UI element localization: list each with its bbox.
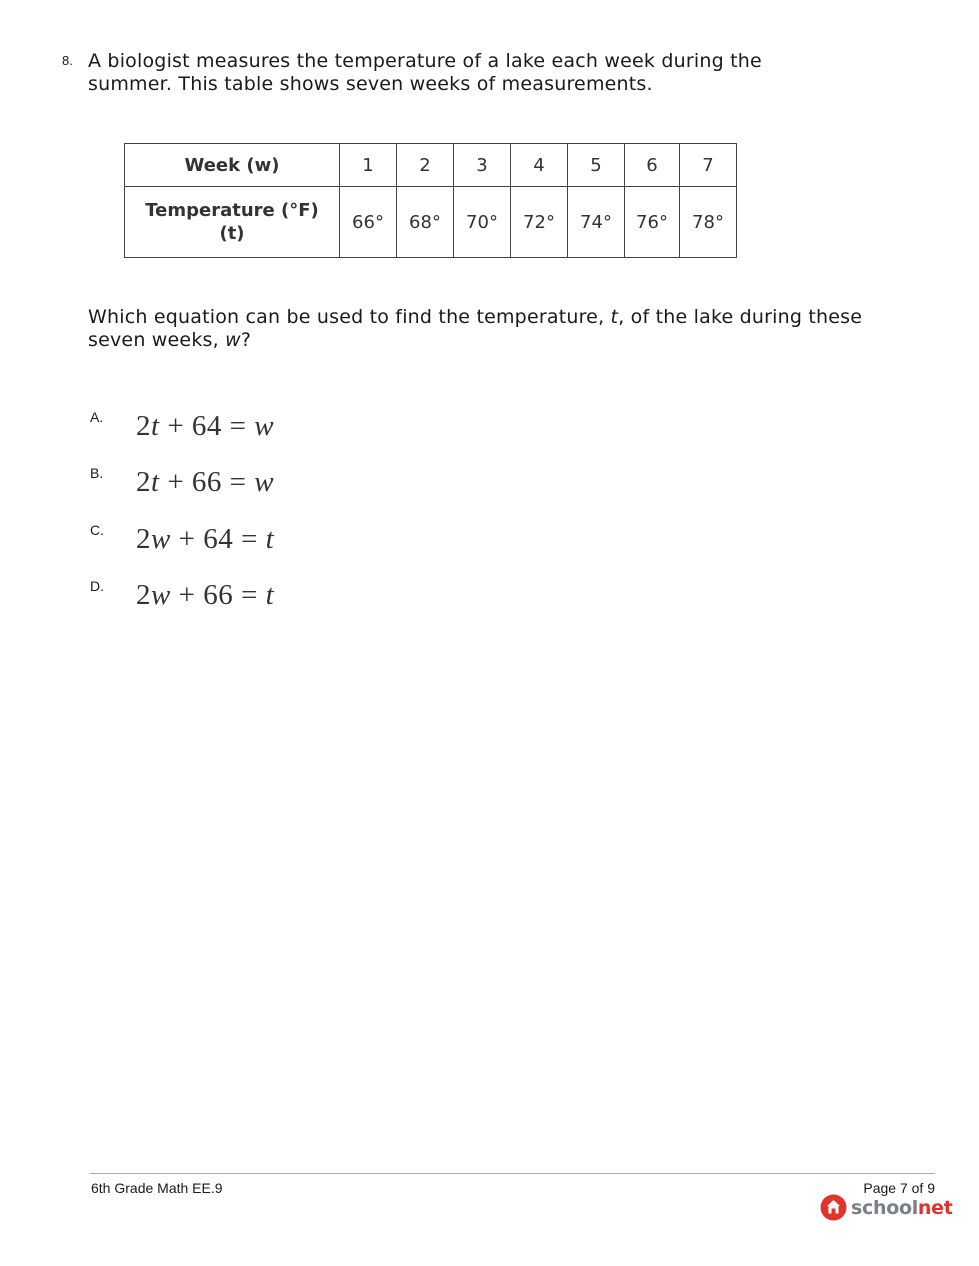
prompt-text: ? bbox=[240, 329, 252, 351]
eq-coef: 2 bbox=[136, 410, 151, 442]
eq-var: w bbox=[151, 579, 171, 611]
choice-c-letter[interactable]: C. bbox=[90, 522, 104, 538]
week-cell: 4 bbox=[511, 144, 568, 187]
eq-coef: 2 bbox=[136, 466, 151, 498]
week-cell: 6 bbox=[625, 144, 680, 187]
schoolnet-house-icon bbox=[820, 1194, 847, 1221]
eq-op: + 64 = bbox=[170, 523, 266, 555]
temperature-cell: 74° bbox=[568, 187, 625, 258]
footer-divider bbox=[90, 1173, 935, 1174]
question-stem: A biologist measures the temperature of a lake each week during the summer. This table shows seven weeks of measurements. bbox=[88, 50, 762, 95]
eq-var: w bbox=[151, 523, 171, 555]
footer-page-number: Page 7 of 9 bbox=[863, 1180, 935, 1196]
prompt-var-w: w bbox=[225, 329, 241, 351]
eq-var: t bbox=[151, 410, 160, 442]
temperature-header bbox=[125, 187, 340, 258]
temperature-row bbox=[125, 187, 737, 258]
week-cell: 7 bbox=[680, 144, 737, 187]
choice-b-letter[interactable]: B. bbox=[90, 465, 104, 481]
choice-d-equation[interactable] bbox=[136, 579, 274, 612]
eq-var: t bbox=[265, 579, 275, 611]
temperature-cell: 78° bbox=[680, 187, 737, 258]
week-header: Week (w) bbox=[125, 144, 340, 187]
eq-op: + 66 = bbox=[170, 579, 266, 611]
prompt-text: , of the lake during these seven weeks, bbox=[88, 306, 863, 351]
eq-var: w bbox=[254, 466, 275, 498]
temperature-cell: 72° bbox=[511, 187, 568, 258]
week-cell: 1 bbox=[340, 144, 397, 187]
schoolnet-logo bbox=[820, 1194, 953, 1221]
temperature-cell: 66° bbox=[340, 187, 397, 258]
prompt-var-t: t bbox=[610, 306, 619, 328]
eq-var: t bbox=[151, 466, 160, 498]
choice-c-equation[interactable] bbox=[136, 523, 274, 556]
eq-var: w bbox=[254, 410, 275, 442]
temperature-header-line1: Temperature (°F) bbox=[145, 200, 319, 221]
prompt-text: Which equation can be used to find the temperature, bbox=[88, 306, 611, 328]
choice-d-letter[interactable]: D. bbox=[90, 578, 104, 594]
eq-op: + 64 = bbox=[159, 410, 255, 442]
choice-a-equation[interactable] bbox=[136, 410, 274, 443]
eq-coef: 2 bbox=[136, 579, 151, 611]
logo-text-school: school bbox=[851, 1196, 918, 1219]
choice-a-letter[interactable]: A. bbox=[90, 409, 104, 425]
schoolnet-wordmark bbox=[851, 1197, 953, 1219]
eq-var: t bbox=[265, 523, 275, 555]
week-cell: 3 bbox=[454, 144, 511, 187]
temperature-table bbox=[124, 143, 737, 258]
eq-coef: 2 bbox=[136, 523, 151, 555]
week-row bbox=[125, 144, 737, 187]
question-prompt bbox=[88, 306, 868, 352]
choice-b-equation[interactable] bbox=[136, 466, 274, 499]
week-cell: 2 bbox=[397, 144, 454, 187]
question-number: 8. bbox=[62, 53, 73, 68]
footer-course-label: 6th Grade Math EE.9 bbox=[91, 1180, 223, 1196]
temperature-cell: 70° bbox=[454, 187, 511, 258]
logo-text-net: net bbox=[917, 1196, 953, 1219]
week-cell: 5 bbox=[568, 144, 625, 187]
temperature-cell: 68° bbox=[397, 187, 454, 258]
temperature-cell: 76° bbox=[625, 187, 680, 258]
eq-op: + 66 = bbox=[159, 466, 255, 498]
temperature-header-line2: (t) bbox=[219, 223, 245, 244]
